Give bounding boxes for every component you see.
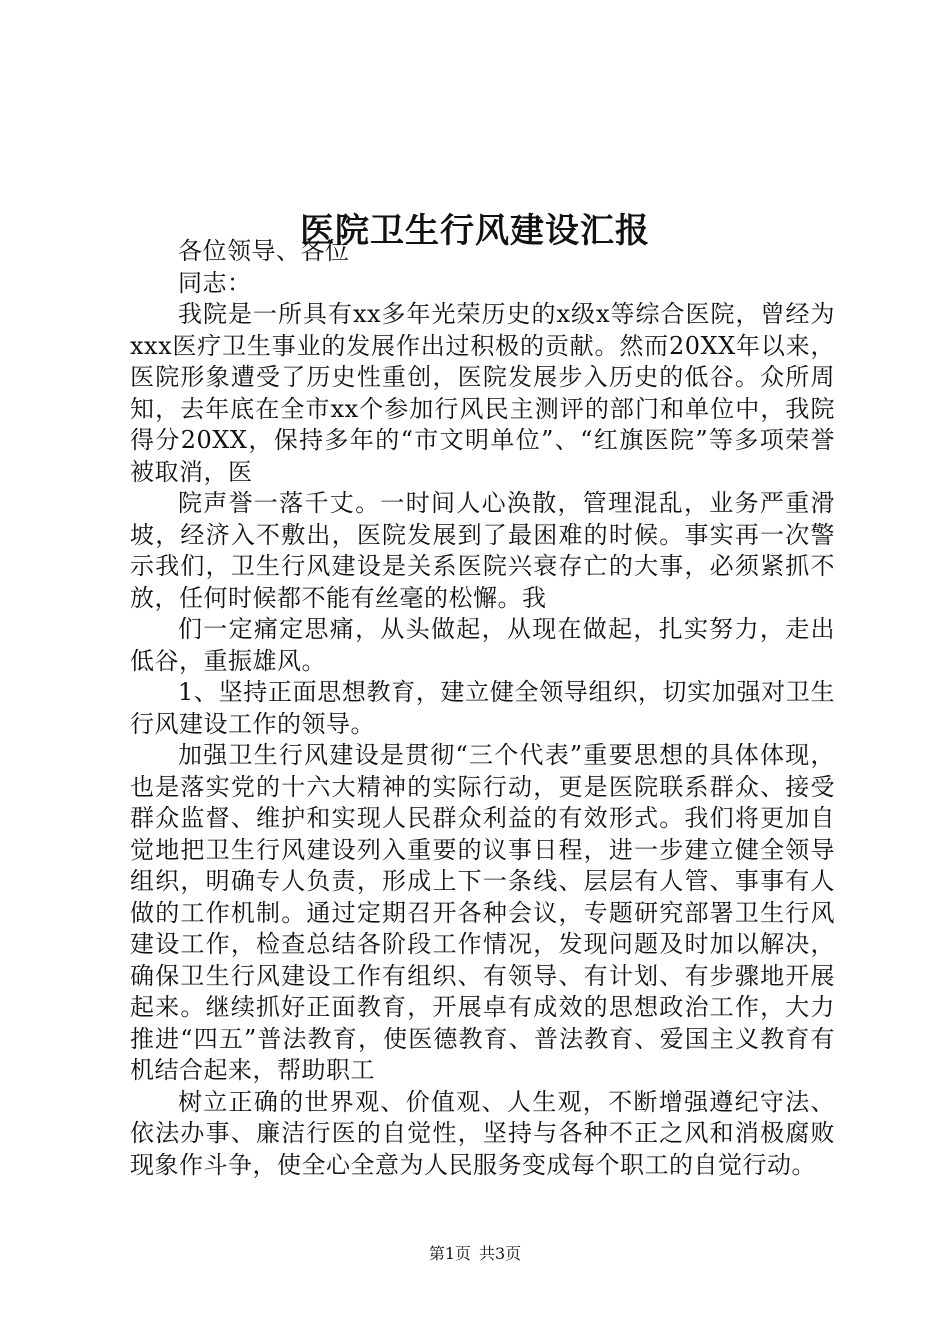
salutation-line-2: 同志：	[178, 268, 252, 297]
salutation-line-1: 各位领导、各位	[178, 237, 350, 265]
paragraph: 加强卫生行风建设是贯彻“三个代表”重要思想的具体体现，也是落实党的十六大精神的实际行动，更是医院联系群众、接受群众监督、维护和实现人民群众利益的有效形式。我们将更加自觉地把卫生行风建设列入重要的议事日程，进一步建立健全领导组织，明确专人负责，形成上下一条线、层层有人管、事事有人做的工作机制。通过定期召开各种会议，专题研究部署卫生行风建设工作，检查总结各阶段工作情况，发现问题及时加以解决，确保卫生行风建设工作有组织、有领导、有计划、有步骤地开展起来。继续抓好正面教育，开展卓有成效的思想政治工作，大力推进“四五”普法教育，使医德教育、普法教育、爱国主义教育有机结合起来，帮助职工	[130, 741, 835, 1084]
section-heading: 1、坚持正面思想教育，建立健全领导组织，切实加强对卫生行风建设工作的领导。	[130, 678, 835, 738]
paragraph: 树立正确的世界观、价值观、人生观，不断增强遵纪守法、依法办事、廉洁行医的自觉性，坚持与各种不正之风和消极腐败现象作斗争，使全心全意为人民服务变成每个职工的自觉行动。	[130, 1087, 835, 1179]
page-footer	[0, 1244, 950, 1264]
paragraph: 我院是一所具有xx多年光荣历史的x级x等综合医院，曾经为xxx医疗卫生事业的发展作出过积极的贡献。然而20XX年以来，医院形象遭受了历史性重创，医院发展步入历史的低谷。众所周知，去年底在全市xx个参加行风民主测评的部门和单位中，我院得分20XX，保持多年的“市文明单位”、“红旗医院”等多项荣誉被取消，医	[130, 300, 835, 486]
page-number: 第1页	[428, 1244, 471, 1263]
paragraph: 院声誉一落千丈。一时间人心涣散，管理混乱，业务严重滑坡，经济入不敷出，医院发展到了最困难的时候。事实再一次警示我们，卫生行风建设是关系医院兴衰存亡的大事，必须紧抓不放，任何时候都不能有丝毫的松懈。我	[130, 489, 835, 612]
paragraph: 们一定痛定思痛，从头做起，从现在做起，扎实努力，走出低谷，重振雄风。	[130, 615, 835, 675]
document-title: 医院卫生行风建设汇报	[300, 210, 650, 251]
page-total: 共3页	[479, 1244, 522, 1263]
document-body	[130, 236, 835, 1181]
